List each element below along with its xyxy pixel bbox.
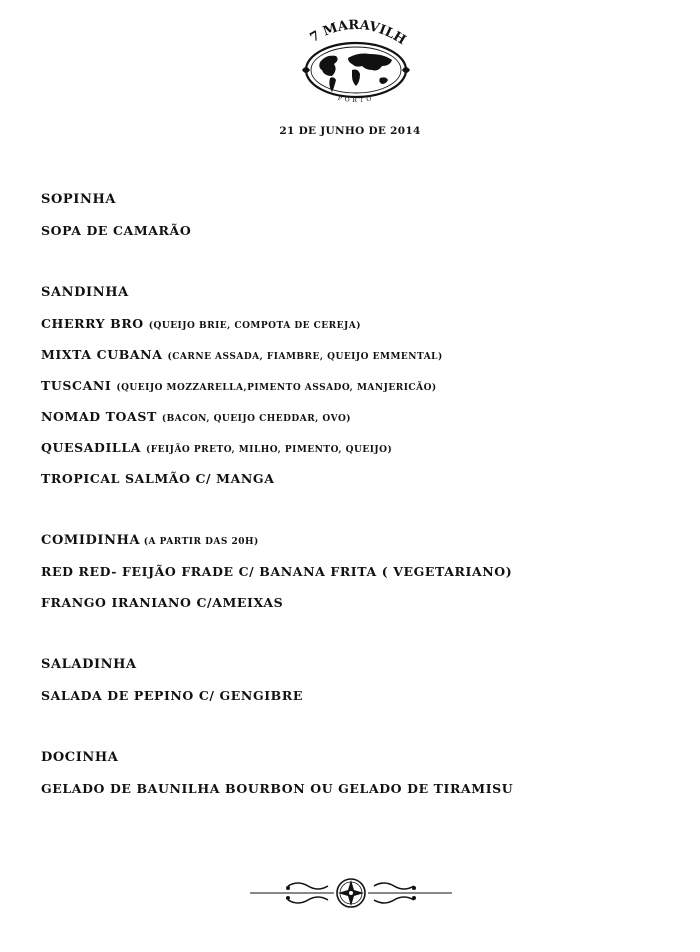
menu-item: TUSCANI (QUEIJO MOZZARELLA,PIMENTO ASSADO, MANJERICÃO): [41, 378, 437, 393]
restaurant-logo: [300, 10, 412, 110]
logo-text: 7 MARAVILH: [307, 17, 409, 49]
menu-content: [41, 184, 661, 835]
compass-ornament-icon: [248, 874, 454, 912]
menu-date: 21 DE JUNHO DE 2014: [279, 125, 421, 137]
menu-item: QUESADILLA (FEIJÃO PRETO, MILHO, PIMENTO, QUEIJO): [41, 440, 393, 455]
menu-item: SALADA DE PEPINO C/ GENGIBRE: [41, 688, 303, 703]
menu-item: FRANGO IRANIANO C/AMEIXAS: [41, 595, 284, 610]
menu-item: CHERRY BRO (QUEIJO BRIE, COMPOTA DE CEREJA): [41, 316, 361, 331]
section-title: SALADINHA: [41, 657, 137, 672]
section-sopinha: [41, 184, 661, 246]
section-sandinha: [41, 277, 661, 494]
section-docinha: [41, 742, 661, 804]
menu-item: RED RED- FEIJÃO FRADE C/ BANANA FRITA ( VEGETARIANO): [41, 564, 513, 579]
section-title: SANDINHA: [41, 285, 129, 300]
menu-item: NOMAD TOAST (BACON, QUEIJO CHEDDAR, OVO): [41, 409, 352, 424]
section-comidinha: [41, 525, 661, 618]
menu-item: SOPA DE CAMARÃO: [41, 223, 192, 238]
section-title: DOCINHA: [41, 750, 119, 765]
section-title: COMIDINHA (A PARTIR DAS 20H): [41, 533, 259, 548]
menu-item: GELADO DE BAUNILHA BOURBON OU GELADO DE TIRAMISU: [41, 781, 514, 796]
section-title: SOPINHA: [41, 192, 117, 207]
section-saladinha: [41, 649, 661, 711]
logo-subtext: PORTO: [337, 94, 375, 105]
menu-item: TROPICAL SALMÃO C/ MANGA: [41, 471, 275, 486]
menu-item: MIXTA CUBANA (CARNE ASSADA, FIAMBRE, QUEIJO EMMENTAL): [41, 347, 443, 362]
